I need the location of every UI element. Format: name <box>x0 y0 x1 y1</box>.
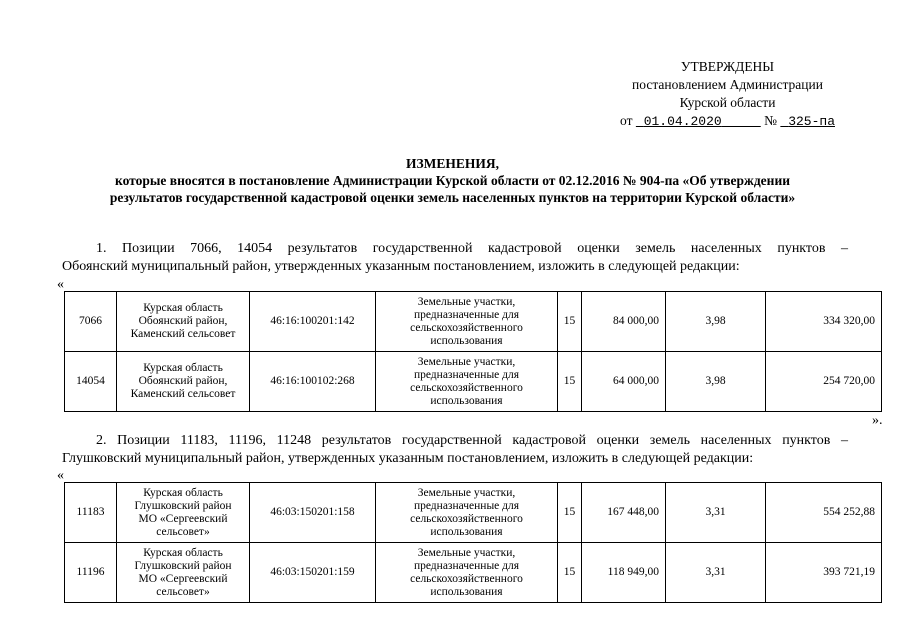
location-cell: Курская область Обоянский район, Каменский сельсовет <box>117 292 250 352</box>
table-row <box>65 483 882 543</box>
number-prefix: № <box>764 113 777 128</box>
section2-table <box>64 482 882 603</box>
approval-line-2: постановлением Администрации <box>632 77 823 92</box>
position-id-cell: 11183 <box>65 483 117 543</box>
area-cell: 64 000,00 <box>582 352 666 412</box>
section1-line-1: 1. Позиции 7066, 14054 результатов государственной кадастровой оценки земель населенных пунктов – <box>96 241 848 256</box>
specific-value-cell: 3,31 <box>666 543 766 603</box>
section2-line-2: Глушковский муниципальный район, утвержденных указанным постановлением, изложить в следующей редакции: <box>62 451 754 466</box>
section1-open-quote: « <box>57 277 64 292</box>
section1-close-quote: ». <box>872 413 883 428</box>
title-line-1: ИЗМЕНЕНИЯ, <box>405 156 499 171</box>
section1-table <box>64 291 882 412</box>
specific-value-cell: 3,31 <box>666 483 766 543</box>
document-title <box>40 155 865 206</box>
table-row <box>65 543 882 603</box>
specific-value-cell: 3,98 <box>666 352 766 412</box>
approval-block <box>620 58 835 131</box>
section2-paragraph <box>62 432 848 468</box>
position-id-cell: 11196 <box>65 543 117 603</box>
position-id-cell: 14054 <box>65 352 117 412</box>
group-code-cell: 15 <box>558 352 582 412</box>
date-prefix: от <box>620 113 633 128</box>
specific-value-cell: 3,98 <box>666 292 766 352</box>
title-line-3: результатов государственной кадастровой оценки земель населенных пунктов на территории Курской области» <box>109 190 796 205</box>
cadastral-value-cell: 554 252,88 <box>766 483 882 543</box>
group-code-cell: 15 <box>558 543 582 603</box>
land-purpose-cell: Земельные участки, предназначенные для сельскохозяйственного использования <box>376 352 558 412</box>
group-code-cell: 15 <box>558 292 582 352</box>
area-cell: 84 000,00 <box>582 292 666 352</box>
location-cell: Курская область Обоянский район, Каменский сельсовет <box>117 352 250 412</box>
cadastral-number-cell: 46:16:100201:142 <box>250 292 376 352</box>
approval-date-line <box>620 112 835 131</box>
approval-number: 325-па <box>788 114 835 129</box>
land-purpose-cell: Земельные участки, предназначенные для сельскохозяйственного использования <box>376 292 558 352</box>
table-row <box>65 292 882 352</box>
approval-heading: УТВЕРЖДЕНЫ <box>680 59 775 74</box>
location-cell: Курская область Глушковский район МО «Сергеевский сельсовет» <box>117 483 250 543</box>
cadastral-number-cell: 46:16:100102:268 <box>250 352 376 412</box>
cadastral-value-cell: 334 320,00 <box>766 292 882 352</box>
cadastral-value-cell: 254 720,00 <box>766 352 882 412</box>
position-id-cell: 7066 <box>65 292 117 352</box>
group-code-cell: 15 <box>558 483 582 543</box>
land-purpose-cell: Земельные участки, предназначенные для сельскохозяйственного использования <box>376 483 558 543</box>
section2-line-1: 2. Позиции 11183, 11196, 11248 результатов государственной кадастровой оценки земель населенных пунктов – <box>96 433 848 448</box>
section1-line-2: Обоянский муниципальный район, утвержденных указанным постановлением, изложить в следующей редакции: <box>62 259 740 274</box>
cadastral-number-cell: 46:03:150201:159 <box>250 543 376 603</box>
table-row <box>65 352 882 412</box>
section2-open-quote: « <box>57 468 64 483</box>
approval-line-3: Курской области <box>679 95 776 110</box>
title-line-2: которые вносятся в постановление Администрации Курской области от 02.12.2016 № 904-па «Об утверждении <box>114 173 791 188</box>
area-cell: 118 949,00 <box>582 543 666 603</box>
land-purpose-cell: Земельные участки, предназначенные для сельскохозяйственного использования <box>376 543 558 603</box>
area-cell: 167 448,00 <box>582 483 666 543</box>
location-cell: Курская область Глушковский район МО «Сергеевский сельсовет» <box>117 543 250 603</box>
approval-date: 01.04.2020 <box>643 114 722 129</box>
cadastral-number-cell: 46:03:150201:158 <box>250 483 376 543</box>
cadastral-value-cell: 393 721,19 <box>766 543 882 603</box>
section1-paragraph <box>62 240 848 276</box>
